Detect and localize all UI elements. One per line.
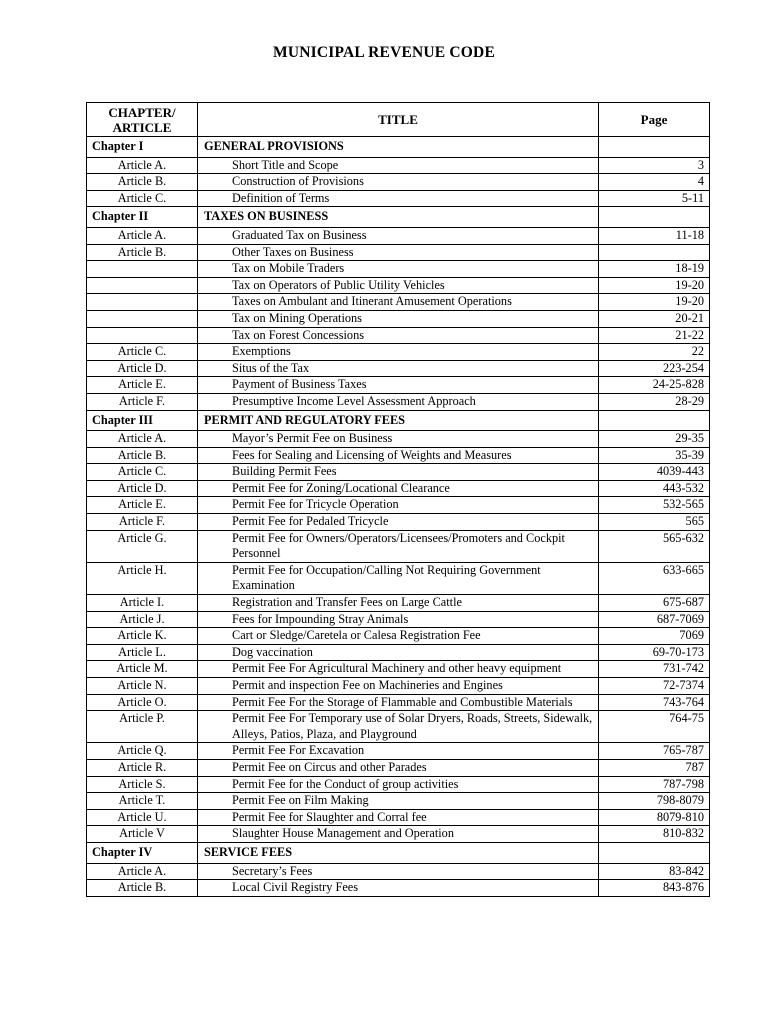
article-label: Article A.	[87, 227, 198, 244]
article-title: Exemptions	[198, 344, 599, 361]
page-range: 687-7069	[599, 611, 710, 628]
page-range	[599, 137, 710, 158]
article-title: Permit Fee For Agricultural Machinery and other heavy equipment	[198, 661, 599, 678]
table-row	[87, 711, 710, 743]
table-row	[87, 863, 710, 880]
article-label: Article B.	[87, 447, 198, 464]
article-title: Graduated Tax on Business	[198, 227, 599, 244]
table-row	[87, 227, 710, 244]
page-range: 18-19	[599, 261, 710, 278]
page-range: 7069	[599, 628, 710, 645]
article-label: Article D.	[87, 360, 198, 377]
page-range: 8079-810	[599, 809, 710, 826]
article-label: Article S.	[87, 776, 198, 793]
page-range: 20-21	[599, 310, 710, 327]
table-row	[87, 880, 710, 897]
table-row	[87, 759, 710, 776]
document-title: MUNICIPAL REVENUE CODE	[273, 44, 495, 61]
header-row	[87, 103, 710, 137]
header-page: Page	[599, 103, 710, 137]
table-row	[87, 190, 710, 207]
page-range: 633-665	[599, 562, 710, 594]
header-chapter: CHAPTER/ ARTICLE	[87, 103, 198, 137]
article-title: Permit Fee For the Storage of Flammable and Combustible Materials	[198, 694, 599, 711]
article-title: Fees for Sealing and Licensing of Weights and Measures	[198, 447, 599, 464]
page-range: 532-565	[599, 497, 710, 514]
header-title: TITLE	[198, 103, 599, 137]
table-row	[87, 393, 710, 410]
page-range: 29-35	[599, 431, 710, 448]
page-range: 765-787	[599, 743, 710, 760]
article-title: Permit Fee on Circus and other Parades	[198, 759, 599, 776]
article-title: Mayor’s Permit Fee on Business	[198, 431, 599, 448]
table-row	[87, 327, 710, 344]
article-label: Article J.	[87, 611, 198, 628]
table-row	[87, 628, 710, 645]
chapter-label: Chapter III	[87, 410, 198, 431]
article-title: Building Permit Fees	[198, 464, 599, 481]
article-title: Permit and inspection Fee on Machineries and Engines	[198, 678, 599, 695]
table-row	[87, 294, 710, 311]
table-row	[87, 514, 710, 531]
table-row	[87, 661, 710, 678]
article-label	[87, 261, 198, 278]
table-row	[87, 431, 710, 448]
table-row	[87, 480, 710, 497]
table-row	[87, 793, 710, 810]
article-label: Article P.	[87, 711, 198, 743]
article-label: Article R.	[87, 759, 198, 776]
page-range: 19-20	[599, 294, 710, 311]
table-row	[87, 174, 710, 191]
page-range: 72-7374	[599, 678, 710, 695]
article-label	[87, 327, 198, 344]
article-label: Article A.	[87, 431, 198, 448]
article-title: Slaughter House Management and Operation	[198, 826, 599, 843]
table-row	[87, 261, 710, 278]
chapter-label: Chapter IV	[87, 842, 198, 863]
page-range: 787-798	[599, 776, 710, 793]
article-label: Article B.	[87, 244, 198, 261]
article-label: Article A.	[87, 157, 198, 174]
article-title: Permit Fee For Excavation	[198, 743, 599, 760]
article-label: Article N.	[87, 678, 198, 695]
page-range	[599, 842, 710, 863]
article-title: Payment of Business Taxes	[198, 377, 599, 394]
article-label: Article T.	[87, 793, 198, 810]
table-row	[87, 157, 710, 174]
article-label: Article G.	[87, 530, 198, 562]
chapter-title: GENERAL PROVISIONS	[198, 137, 599, 158]
article-label: Article L.	[87, 644, 198, 661]
article-title: Permit Fee on Film Making	[198, 793, 599, 810]
page-range: 4039-443	[599, 464, 710, 481]
toc-body	[87, 137, 710, 897]
article-title: Tax on Mining Operations	[198, 310, 599, 327]
article-title: Fees for Impounding Stray Animals	[198, 611, 599, 628]
page-range: 21-22	[599, 327, 710, 344]
table-row	[87, 447, 710, 464]
article-label: Article O.	[87, 694, 198, 711]
article-label: Article M.	[87, 661, 198, 678]
page-range: 787	[599, 759, 710, 776]
article-title: Other Taxes on Business	[198, 244, 599, 261]
article-title: Permit Fee for Owners/Operators/Licensees/Promoters and Cockpit Personnel	[198, 530, 599, 562]
page-range: 843-876	[599, 880, 710, 897]
table-row	[87, 562, 710, 594]
chapter-row	[87, 137, 710, 158]
article-label: Article F.	[87, 393, 198, 410]
article-title: Permit Fee for Slaughter and Corral fee	[198, 809, 599, 826]
page-range: 28-29	[599, 393, 710, 410]
article-label: Article I.	[87, 595, 198, 612]
article-label: Article B.	[87, 880, 198, 897]
article-title: Permit Fee for Occupation/Calling Not Requiring Government Examination	[198, 562, 599, 594]
chapter-title: TAXES ON BUSINESS	[198, 207, 599, 228]
page-range: 22	[599, 344, 710, 361]
article-label: Article E.	[87, 497, 198, 514]
table-row	[87, 464, 710, 481]
page-range: 565-632	[599, 530, 710, 562]
article-title: Permit Fee for the Conduct of group activities	[198, 776, 599, 793]
table-row	[87, 377, 710, 394]
article-label: Article U.	[87, 809, 198, 826]
page-range: 3	[599, 157, 710, 174]
chapter-title: PERMIT AND REGULATORY FEES	[198, 410, 599, 431]
article-title: Tax on Operators of Public Utility Vehicles	[198, 277, 599, 294]
article-title: Cart or Sledge/Caretela or Calesa Registration Fee	[198, 628, 599, 645]
article-title: Tax on Mobile Traders	[198, 261, 599, 278]
article-title: Short Title and Scope	[198, 157, 599, 174]
page-range: 675-687	[599, 595, 710, 612]
chapter-title: SERVICE FEES	[198, 842, 599, 863]
chapter-row	[87, 207, 710, 228]
page-range: 83-842	[599, 863, 710, 880]
table-row	[87, 497, 710, 514]
article-title: Permit Fee for Tricycle Operation	[198, 497, 599, 514]
article-label: Article E.	[87, 377, 198, 394]
table-row	[87, 360, 710, 377]
article-title: Secretary’s Fees	[198, 863, 599, 880]
article-label: Article Q.	[87, 743, 198, 760]
article-title: Tax on Forest Concessions	[198, 327, 599, 344]
article-title: Permit Fee for Pedaled Tricycle	[198, 514, 599, 531]
page-range: 11-18	[599, 227, 710, 244]
article-title: Permit Fee For Temporary use of Solar Dryers, Roads, Streets, Sidewalk, Alleys, Patios, Plaza, and Playground	[198, 711, 599, 743]
article-title: Dog vaccination	[198, 644, 599, 661]
article-label: Article A.	[87, 863, 198, 880]
article-label: Article C.	[87, 190, 198, 207]
article-title: Registration and Transfer Fees on Large Cattle	[198, 595, 599, 612]
table-row	[87, 611, 710, 628]
table-row	[87, 809, 710, 826]
article-title: Local Civil Registry Fees	[198, 880, 599, 897]
article-label: Article C.	[87, 464, 198, 481]
page-range: 798-8079	[599, 793, 710, 810]
article-label	[87, 294, 198, 311]
article-title: Definition of Terms	[198, 190, 599, 207]
chapter-label: Chapter I	[87, 137, 198, 158]
page-range: 764-75	[599, 711, 710, 743]
page-range: 810-832	[599, 826, 710, 843]
article-title: Construction of Provisions	[198, 174, 599, 191]
article-label: Article V	[87, 826, 198, 843]
table-row	[87, 530, 710, 562]
page-range: 69-70-173	[599, 644, 710, 661]
article-title: Taxes on Ambulant and Itinerant Amusement Operations	[198, 294, 599, 311]
article-label: Article K.	[87, 628, 198, 645]
table-of-contents	[86, 102, 710, 897]
article-label	[87, 310, 198, 327]
table-row	[87, 678, 710, 695]
page-range	[599, 207, 710, 228]
chapter-row	[87, 842, 710, 863]
article-label: Article C.	[87, 344, 198, 361]
article-label: Article B.	[87, 174, 198, 191]
article-label: Article H.	[87, 562, 198, 594]
page-range	[599, 244, 710, 261]
page-range: 5-11	[599, 190, 710, 207]
page-range: 731-742	[599, 661, 710, 678]
page-range	[599, 410, 710, 431]
chapter-label: Chapter II	[87, 207, 198, 228]
table-row	[87, 244, 710, 261]
table-row	[87, 644, 710, 661]
page-range: 443-532	[599, 480, 710, 497]
page-range: 24-25-828	[599, 377, 710, 394]
table-row	[87, 694, 710, 711]
table-row	[87, 776, 710, 793]
table-row	[87, 743, 710, 760]
page-range: 19-20	[599, 277, 710, 294]
article-title: Permit Fee for Zoning/Locational Clearance	[198, 480, 599, 497]
table-row	[87, 277, 710, 294]
article-label: Article F.	[87, 514, 198, 531]
table-row	[87, 826, 710, 843]
article-title: Presumptive Income Level Assessment Approach	[198, 393, 599, 410]
table-row	[87, 310, 710, 327]
table-row	[87, 595, 710, 612]
article-title: Situs of the Tax	[198, 360, 599, 377]
page-range: 35-39	[599, 447, 710, 464]
page-range: 565	[599, 514, 710, 531]
article-label	[87, 277, 198, 294]
chapter-row	[87, 410, 710, 431]
page-range: 743-764	[599, 694, 710, 711]
table-row	[87, 344, 710, 361]
article-label: Article D.	[87, 480, 198, 497]
page-range: 4	[599, 174, 710, 191]
page-range: 223-254	[599, 360, 710, 377]
